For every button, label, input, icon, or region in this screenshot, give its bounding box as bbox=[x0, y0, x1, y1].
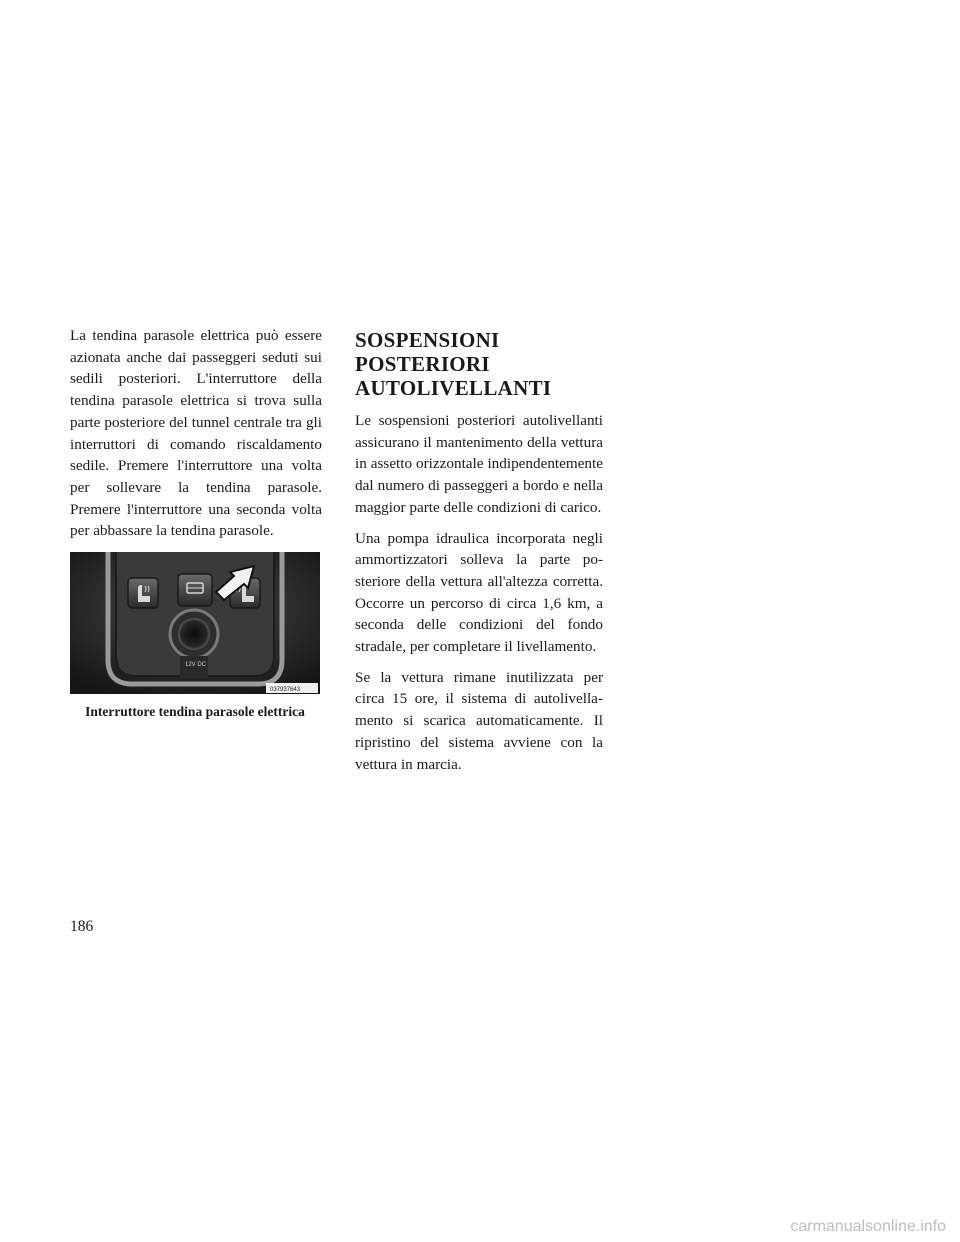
sunshade-switch-figure bbox=[70, 552, 320, 694]
right-column bbox=[355, 328, 603, 784]
left-column bbox=[70, 325, 322, 720]
console-switch-illustration bbox=[70, 552, 320, 694]
page-number: 186 bbox=[70, 918, 94, 935]
left-seat-heater-button bbox=[128, 578, 158, 608]
body-paragraph: Una pompa idraulica incorporata negli ammortizzatori solleva la parte posteriore della vettura all'altezza corretta. Occorre un percorso di circa 1,6 km, a seconda delle condizioni del fondo stradale, per completare il livellamento. bbox=[355, 529, 603, 656]
figure-code: 037937643 bbox=[270, 687, 301, 694]
figure-caption: Interruttore tendina parasole elettrica bbox=[85, 704, 305, 720]
section-title: SOSPENSIONI POSTERIORI AUTOLIVELLANTI bbox=[355, 328, 552, 400]
socket-label: 12V DC bbox=[185, 662, 207, 669]
sunshade-button bbox=[178, 574, 212, 606]
watermark: carmanualsonline.info bbox=[790, 1218, 946, 1235]
body-paragraph: Se la vettura rimane inutilizzata per circa 15 ore, il sistema di autolivellamento si scarica automaticamente. Il ripristino del sistema avviene con la vettura in marcia. bbox=[355, 668, 603, 773]
body-paragraph: Le sospensioni posteriori autolivellanti assicurano il mantenimento della vettura in assetto orizzontale indipendentemente dal numero di passeggeri a bordo e nella maggior parte delle condizioni di carico. bbox=[355, 412, 603, 516]
body-paragraph: La tendina parasole elettrica può essere azionata anche dai passeggeri seduti sui sedili posteriori. L'interruttore della tendina parasole elettrica si trova sulla parte posteriore del tunnel centrale tra gli interruttori di comando riscaldamento sedile. Premere l'interruttore una volta per sollevare la tendina parasole. Premere l'interruttore una seconda volta per abbassare la tendina parasole. bbox=[70, 327, 322, 540]
